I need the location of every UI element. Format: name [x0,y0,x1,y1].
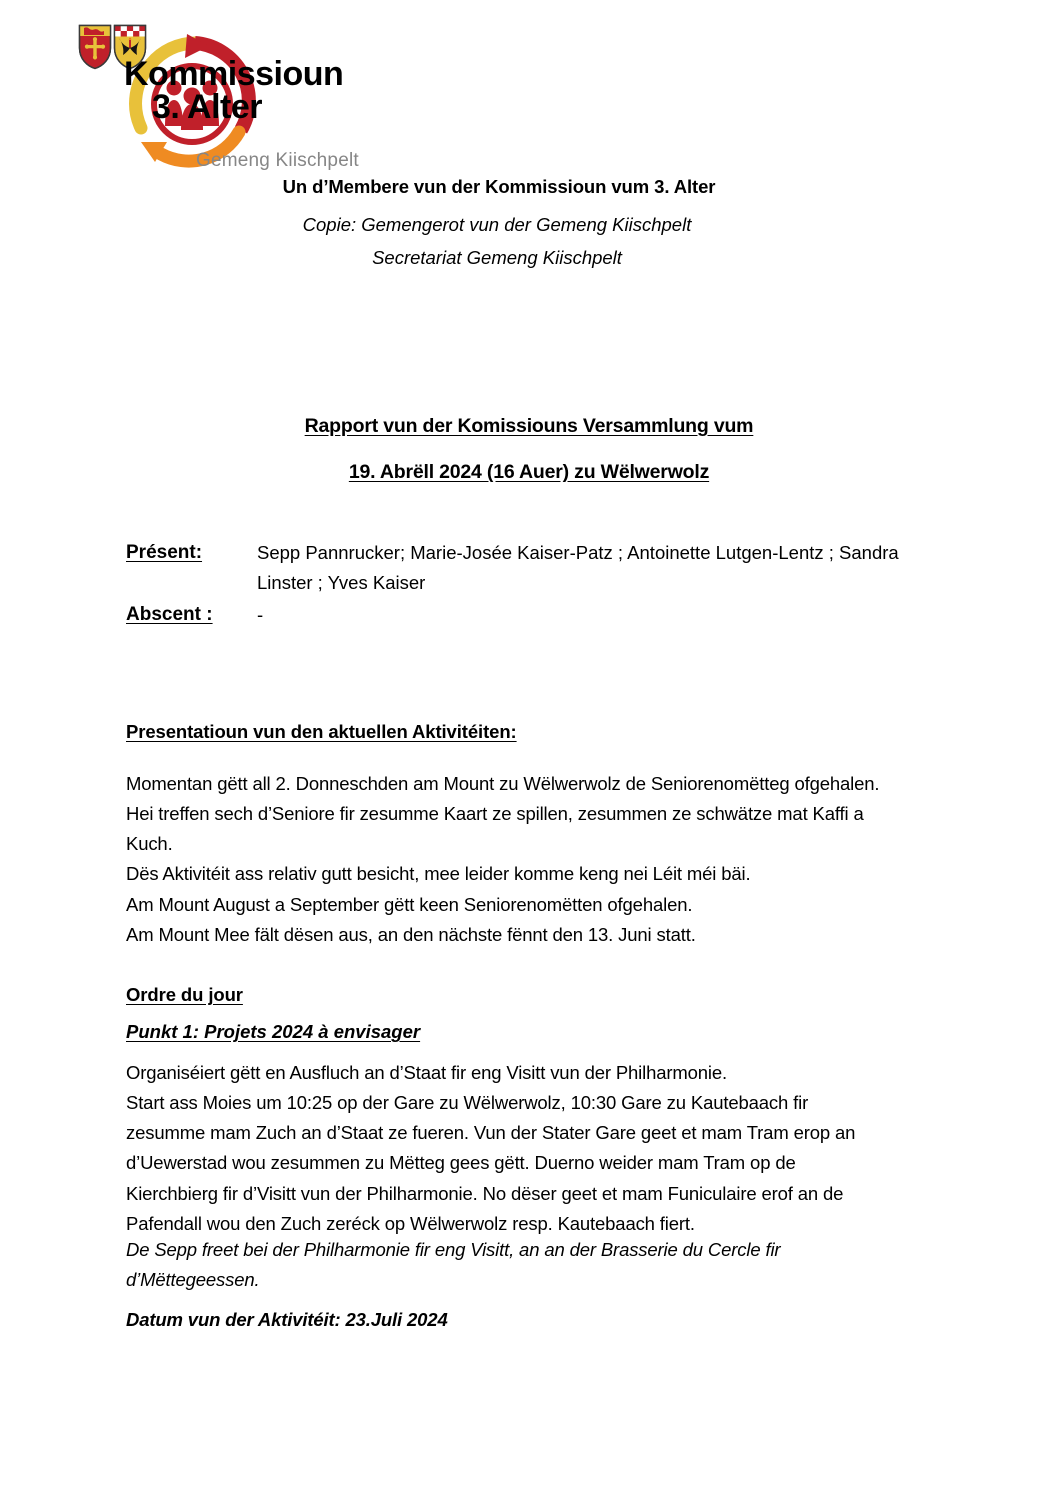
logo-wordmark [124,55,394,127]
copie-line-1: Copie: Gemengerot vun der Gemeng Kiischpelt [302,214,692,235]
section-punkt-1-heading [126,1021,884,1043]
section-presentation [126,721,884,950]
presentation-paragraph-1: Momentan gëtt all 2. Donneschden am Mount zu Wëlwerwolz de Seniorenomëtteg ofgehalen. Hei treffen sech d’Seniore fir zesumme Kaart ze spillen, zesummen ze schwätze mat Kaffi a Kuch. [126,773,880,855]
addressee-line: Un d’Membere vun der Kommissioun vum 3. Alter [282,176,716,197]
presentation-paragraph-4: Am Mount Mee fält dësen aus, an den nächste fënnt den 13. Juni statt. [126,923,696,945]
attendance-block [126,538,926,631]
logo-subtitle: Gemeng Kiischpelt [196,150,359,171]
absent-label: Abscent : [126,603,213,625]
presentation-paragraph-3: Am Mount August a September gëtt keen Seniorenomëtten ofgehalen. [126,893,693,915]
presentation-heading: Presentatioun vun den aktuellen Aktivitéiten: [126,721,517,742]
present-label: Présent: [126,542,203,563]
punkt-1-paragraph-1: Organiséiert gëtt en Ausfluch an d’Staat fir eng Visitt vun der Philharmonie. [126,1062,728,1083]
presentation-paragraph-2: Dës Aktivitéit ass relativ gutt besicht, mee leider komme keng nei Léit méi bäi. [126,863,751,885]
report-title-line-1-text: Rapport vun der Komissiouns Versammlung vum [304,415,754,437]
logo-line-1: Kommissioun [124,55,344,93]
punkt-1-paragraph-2: Start ass Moies um 10:25 op der Gare zu Wëlwerwolz, 10:30 Gare zu Kautebaach fir zesumme mam Zuch an d’Staat ze fueren. Vun der Stater Gare geet et mam Tram erop an d’Uewerstad wou zesummen zu Mëtteg gees gëtt. Duerno weider mam Tram op de Kierchbierg fir d’Visitt vun der Philharmonie. No dëser geet et mam Funiculaire erof an de Pafendall wou den Zuch zeréck op Wëlwerwolz resp. Kautebaach fiert. [126,1092,856,1234]
logo-line-2: 3. Alter [152,88,263,127]
report-title-line-2-text: 19. Abrëll 2024 (16 Auer) zu Wëlwerwolz [348,461,710,483]
report-title-line-2 [0,461,1058,484]
section-punkt-1-note [126,1235,884,1295]
copie-line-2: Secretariat Gemeng Kiischpelt [372,247,622,268]
punkt-1-heading: Punkt 1: Projets 2024 à envisager [126,1021,421,1042]
report-title-line-1 [0,415,1058,438]
ordre-du-jour-heading: Ordre du jour [126,984,243,1005]
absent-names: - [257,603,264,625]
attendance-row-present [126,538,926,598]
present-names: Sepp Pannrucker; Marie-Josée Kaiser-Patz ; Antoinette Lutgen-Lentz ; Sandra Linster ; Yves Kaiser [257,542,899,593]
section-activity-date [126,1305,884,1335]
punkt-1-paragraph-3: De Sepp freet bei der Philharmonie fir eng Visitt, an an der Brasserie du Cercle fir d’Mëttegeessen. [126,1239,781,1291]
organization-logo [66,12,386,172]
activity-date-line: Datum vun der Aktivitéit: 23.Juli 2024 [126,1309,448,1330]
section-punkt-1-body [126,1058,884,1239]
coat-of-arms-lion-cross-icon [78,24,112,70]
attendance-row-absent [126,600,926,631]
section-ordre-du-jour [126,984,884,1006]
